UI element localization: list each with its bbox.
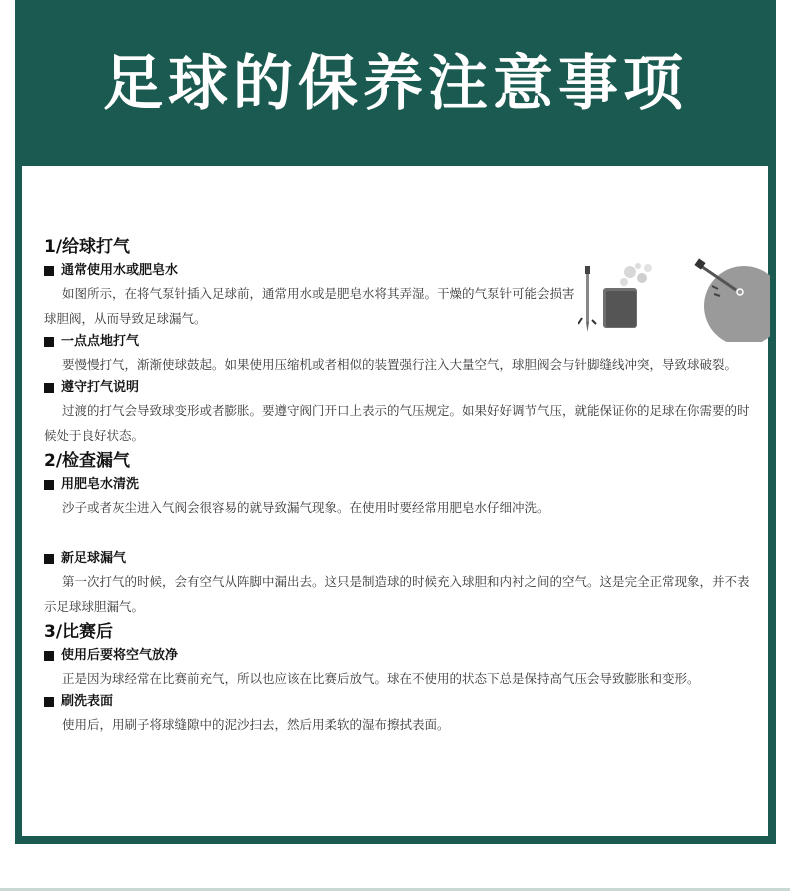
bullet-square-icon (44, 266, 54, 276)
item-subtitle: 一点点地打气 (44, 331, 756, 352)
section-title: 1/给球打气 (44, 237, 131, 257)
bullet-square-icon (44, 697, 54, 707)
item-subtitle: 使用后要将空气放净 (44, 645, 756, 666)
section-title: 2/检查漏气 (44, 451, 131, 471)
item-text: 使用后，用刷子将球缝隙中的泥沙扫去，然后用柔软的湿布擦拭表面。 (62, 717, 450, 732)
item-subtitle: 通常使用水或肥皂水 (44, 260, 756, 281)
spacer (44, 520, 756, 548)
bottom-divider (0, 888, 790, 891)
item-subtitle: 用肥皂水清洗 (44, 474, 756, 495)
section-title: 3/比赛后 (44, 622, 114, 642)
bullet-square-icon (44, 554, 54, 564)
item-subtitle: 刷洗表面 (44, 691, 756, 712)
item-text: 正是因为球经常在比赛前充气，所以也应该在比赛后放气。球在不使用的状态下总是保持高气压会导致膨胀和变形。 (62, 671, 700, 686)
bullet-square-icon (44, 651, 54, 661)
bullet-square-icon (44, 480, 54, 490)
item-text: 过渡的打气会导致球变形或者膨胀。要遵守阀门开口上表示的气压规定。如果好好调节气压，就能保证你的足球在你需要的时候处于良好状态。 (44, 403, 750, 443)
item-text: 要慢慢打气，渐渐使球鼓起。如果使用压缩机或者相似的装置强行注入大量空气，球胆阀会与针脚缝线冲突，导致球破裂。 (62, 357, 738, 372)
content (44, 234, 756, 737)
item-text: 如图所示，在将气泵针插入足球前，通常用水或是肥皂水将其弄湿。干燥的气泵针可能会损害球胆阀，从而导致足球漏气。 (44, 286, 575, 326)
item-subtitle: 遵守打气说明 (44, 377, 756, 398)
item-text: 沙子或者灰尘进入气阀会很容易的就导致漏气现象。在使用时要经常用肥皂水仔细冲洗。 (62, 500, 550, 515)
item-text: 第一次打气的时候，会有空气从阵脚中漏出去。这只是制造球的时候充入球胆和内衬之间的空气。这是完全正常现象，并不表示足球球胆漏气。 (44, 574, 750, 614)
page-title: 足球的保养注意事项 (103, 49, 688, 119)
item-subtitle: 新足球漏气 (44, 548, 756, 569)
bullet-square-icon (44, 337, 54, 347)
bullet-square-icon (44, 383, 54, 393)
